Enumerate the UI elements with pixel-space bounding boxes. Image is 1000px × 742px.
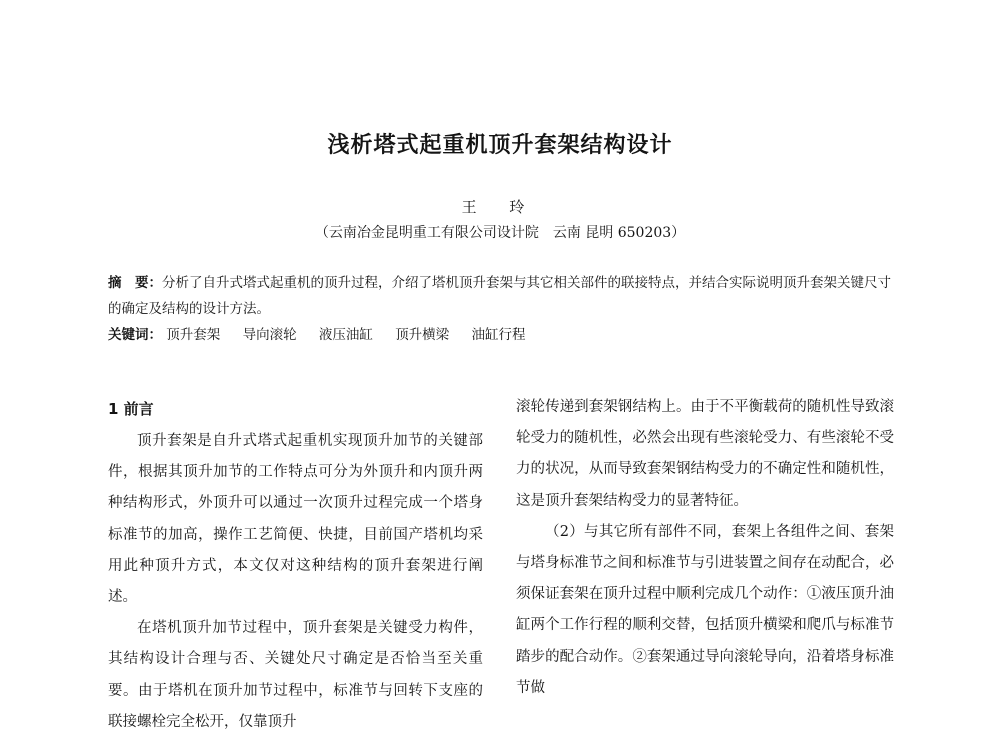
right-column <box>516 392 894 704</box>
body-paragraph: （2）与其它所有部件不同，套架上各组件之间、套架与塔身标准节之间和标准节与引进装置之间存在动配合，必须保证套架在顶升过程中顺利完成几个动作：①液压顶升油缸两个工作行程的顺利交替，包括顶升横梁和爬爪与标准节踏步的配合动作。②套架通过导向滚轮导向，沿着塔身标准节做 <box>516 523 894 696</box>
keyword: 油缸行程 <box>471 327 526 343</box>
keyword: 导向滚轮 <box>242 327 297 343</box>
body-paragraph: 在塔机顶升加节过程中，顶升套架是关键受力构件，其结构设计合理与否、关键处尺寸确定是否恰当至关重要。由于塔机在顶升加节过程中，标准节与回转下支座的联接螺栓完全松开，仅靠顶升 <box>108 620 483 730</box>
keywords-label: 关键词： <box>108 327 162 343</box>
body-paragraph: 顶升套架是自升式塔式起重机实现顶升加节的关键部件，根据其顶升加节的工作特点可分为外顶升和内顶升两种结构形式，外顶升可以通过一次顶升过程完成一个塔身标准节的加高，操作工艺简便、快捷，目前国产塔机均采用此种顶升方式，本文仅对这种结构的顶升套架进行阐述。 <box>108 433 483 606</box>
author-name: 王 玲 <box>461 198 539 216</box>
paper-title: 浅析塔式起重机顶升套架结构设计 <box>327 133 673 158</box>
keywords <box>108 322 898 348</box>
keyword: 液压油缸 <box>318 327 373 343</box>
abstract <box>108 270 898 322</box>
keyword: 顶升套架 <box>166 327 221 343</box>
author-affiliation: （云南冶金昆明重工有限公司设计院 云南 昆明 650203） <box>314 225 686 241</box>
keyword: 顶升横梁 <box>395 327 450 343</box>
abstract-text: 分析了自升式塔式起重机的顶升过程，介绍了塔机顶升套架与其它相关部件的联接特点，并结合实际说明顶升套架关键尺寸的确定及结构的设计方法。 <box>108 275 891 317</box>
left-column <box>108 392 483 738</box>
body-paragraph: 滚轮传递到套架钢结构上。由于不平衡载荷的随机性导致滚轮受力的随机性，必然会出现有些滚轮受力、有些滚轮不受力的状况，从而导致套架钢结构受力的不确定性和随机性，这是顶升套架结构受力的显著特征。 <box>516 399 894 509</box>
abstract-label: 摘 要： <box>108 275 162 291</box>
section-heading: 1 前言 <box>108 400 154 418</box>
